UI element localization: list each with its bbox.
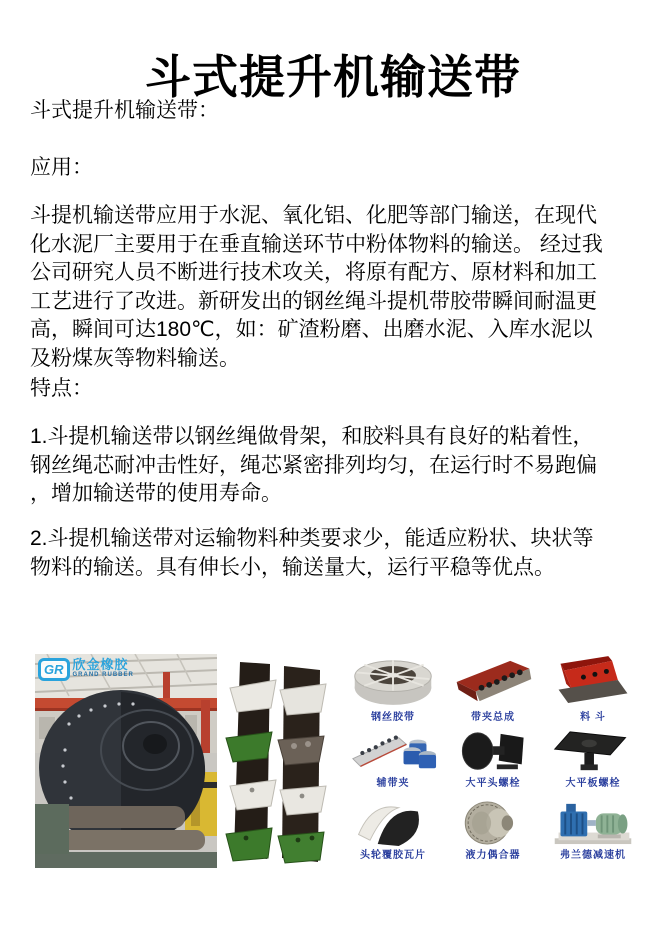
application-paragraph [30, 202, 642, 373]
part-label: 带夹总成 [471, 712, 515, 723]
fluid-coupling-image [449, 797, 537, 849]
bucket-panel-graphic [224, 658, 334, 865]
text-line: 工艺进行了改进。新研发出的钢丝绳斗提机带胶带瞬间耐温更 [30, 289, 597, 313]
part-label: 大平板螺栓 [565, 778, 621, 789]
page-title: 斗式提升机输送带 [145, 50, 521, 103]
part-card [343, 726, 443, 792]
text-line: 斗提机输送带应用于水泥、氧化铝、化肥等部门输送，在现代 [30, 204, 597, 227]
logo-gr-icon: GR [38, 658, 70, 681]
text-line: 化水泥厂主要用于在垂直输送环节中粉体物料的输送。 经过我 [30, 232, 603, 256]
steel-wire-belt-image [349, 651, 437, 711]
factory-belt-roll-photo [35, 654, 217, 868]
feature-item-1 [30, 423, 642, 509]
part-label: 液力偶合器 [465, 850, 521, 861]
head-wheel-rubber-tile-image [349, 797, 437, 849]
product-collage [0, 648, 666, 878]
text-line: 2.斗提机输送带对运输物料种类要求少，能适应粉状、块状等 [30, 527, 594, 550]
part-card [543, 726, 643, 792]
logo-text [73, 658, 134, 679]
part-label: 钢丝胶带 [371, 712, 415, 723]
text-line: 及粉煤灰等物料输送。 [30, 346, 240, 370]
hopper-image [549, 651, 637, 711]
logo-name-cn: 欣金橡胶 [72, 657, 129, 672]
text-line: 物料的输送。具有伸长小，输送量大，运行平稳等优点。 [30, 555, 555, 579]
flat-plate-bolt-image [549, 727, 637, 777]
part-card [343, 792, 443, 864]
aux-belt-clamp-image [349, 727, 437, 777]
part-label: 大平头螺栓 [465, 778, 521, 789]
part-card [543, 792, 643, 864]
part-card [443, 726, 543, 792]
part-card [543, 648, 643, 726]
part-label: 头轮覆胶瓦片 [360, 850, 426, 861]
text-line: 公司研究人员不断进行技术攻关，将原有配方、原材料和加工 [30, 261, 597, 284]
text-line: 高，瞬间可达180℃，如：矿渣粉磨、出磨水泥、入库水泥以 [30, 318, 593, 341]
feature-item-2 [30, 525, 642, 582]
part-label: 弗兰德减速机 [560, 850, 626, 861]
parts-grid [343, 648, 643, 864]
text-line: 钢丝绳芯耐冲击性好，绳芯紧密排列均匀，在运行时不易跑偏 [30, 453, 597, 477]
flat-head-bolt-image [449, 727, 537, 777]
belt-clamp-assembly-image [449, 651, 537, 711]
logo-name-en: GRAND RUBBER [72, 672, 134, 678]
application-heading: 应用： [30, 156, 93, 179]
part-label: 辅带夹 [376, 778, 410, 789]
bucket-panel-photo [224, 658, 334, 865]
text-line: ，增加输送带的使用寿命。 [30, 482, 282, 505]
part-label: 料 斗 [580, 712, 606, 723]
factory-photo-graphic [35, 654, 217, 868]
part-card [343, 648, 443, 726]
part-card [443, 648, 543, 726]
features-heading: 特点： [30, 377, 93, 400]
brand-logo [38, 658, 134, 681]
part-card [443, 792, 543, 864]
text-line: 1.斗提机输送带以钢丝绳做骨架，和胶料具有良好的粘着性， [30, 425, 594, 448]
flender-reducer-image [549, 797, 637, 849]
subtitle: 斗式提升机输送带： [30, 99, 219, 122]
